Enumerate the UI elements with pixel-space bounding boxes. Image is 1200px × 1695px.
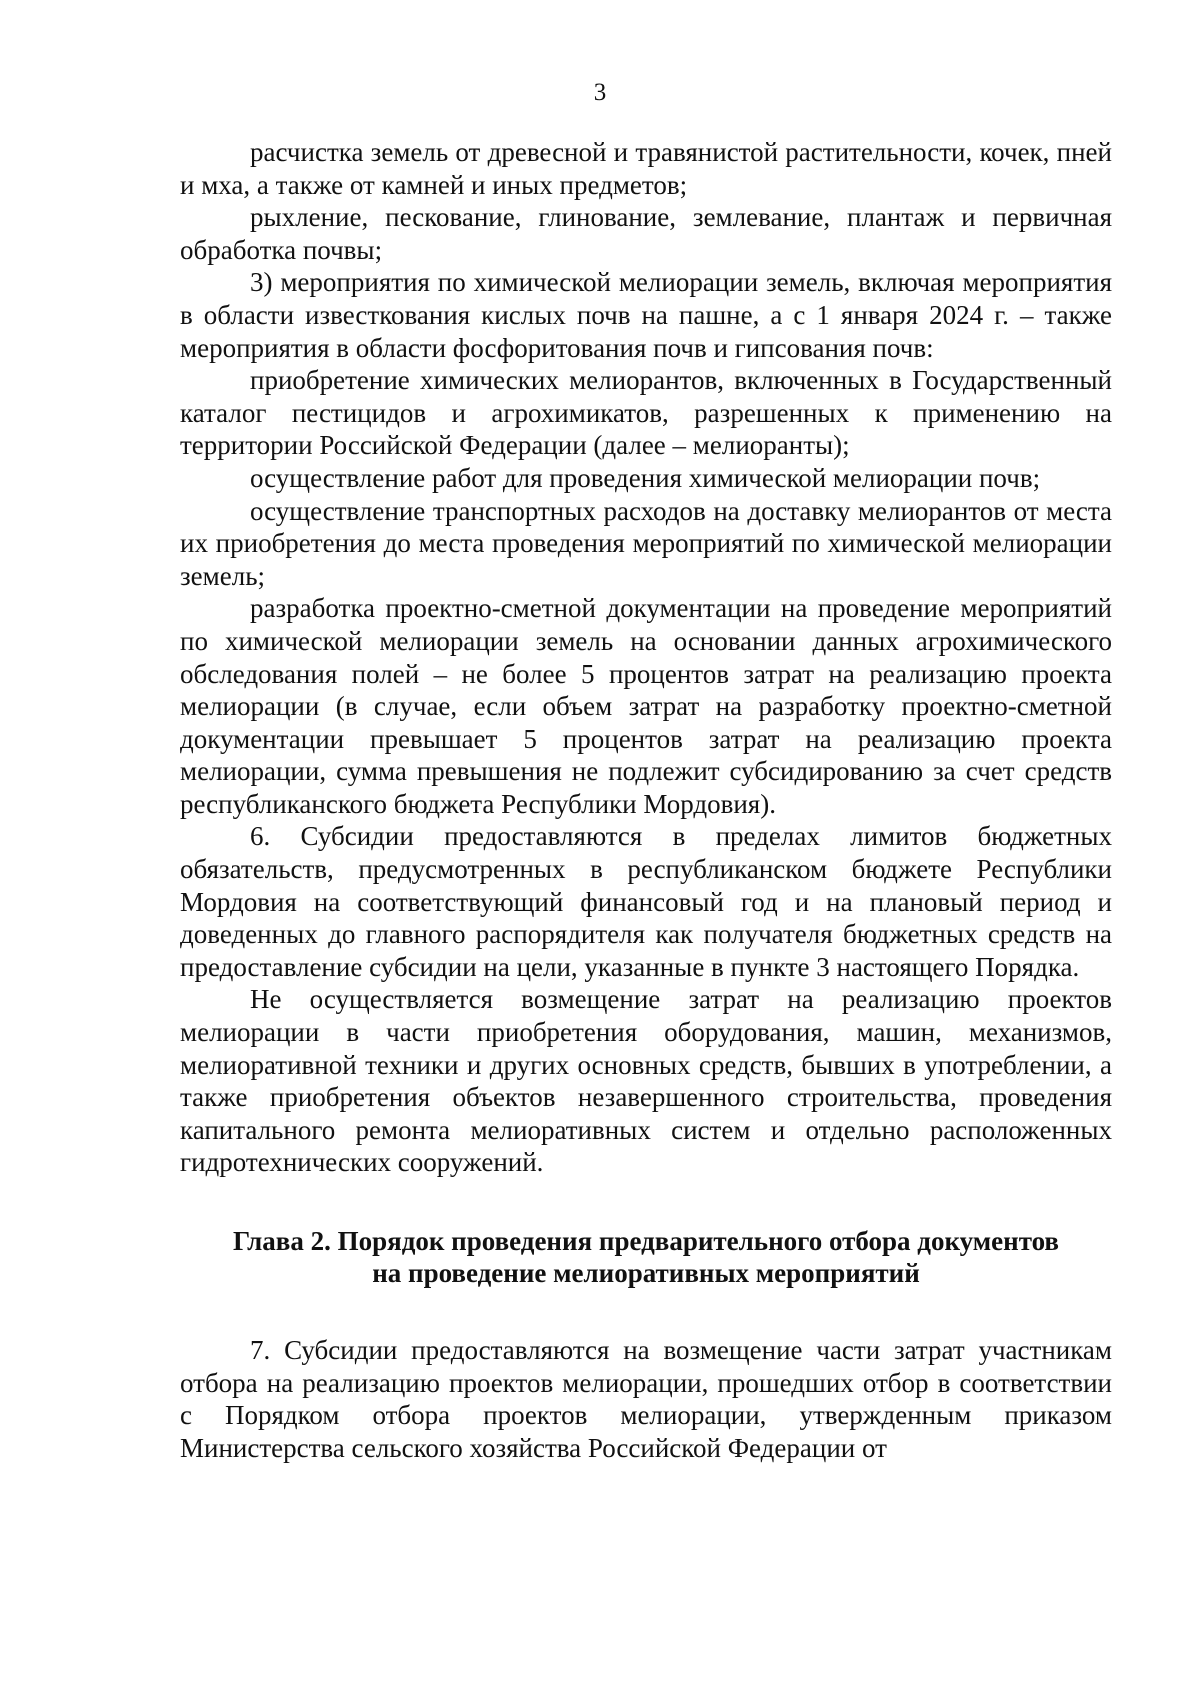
page-number: 3 xyxy=(593,79,607,106)
paragraph: приобретение химических мелиорантов, включенных в Государственный каталог пестицидов и агрохимикатов, разрешенных к применению на территории Российской Федерации (далее – мелиоранты); xyxy=(180,365,1112,461)
paragraph: осуществление транспортных расходов на доставку мелиорантов от места их приобретения до места проведения мероприятий по химической мелиорации земель; xyxy=(180,495,1112,591)
paragraph: 6. Субсидии предоставляются в пределах лимитов бюджетных обязательств, предусмотренных в республиканском бюджете Республики Мордовия на соответствующий финансовый год и на плановый период и доведенных до главного распорядителя как получателя бюджетных средств на предоставление субсидии на цели, указанные в пункте 3 настоящего Порядка. xyxy=(180,821,1112,982)
paragraph: 7. Субсидии предоставляются на возмещение части затрат участникам отбора на реализацию проектов мелиорации, прошедших отбор в соответствии с Порядком отбора проектов мелиорации, утвержденным приказом Министерства сельского хозяйства Российской Федерации от xyxy=(180,1335,1112,1463)
paragraph: рыхление, пескование, глинование, землевание, плантаж и первичная обработка почвы; xyxy=(180,202,1112,265)
paragraph: 3) мероприятия по химической мелиорации земель, включая мероприятия в области известкования кислых почв на пашне, а с 1 января 2024 г. – также мероприятия в области фосфоритования почв и гипсования почв: xyxy=(180,267,1112,363)
paragraph: разработка проектно-сметной документации на проведение мероприятий по химической мелиорации земель на основании данных агрохимического обследования полей – не более 5 процентов затрат на реализацию проекта мелиорации (в случае, если объем затрат на разработку проектно-сметной документации превышает 5 процентов затрат на реализацию проекта мелиорации, сумма превышения не подлежит субсидированию за счет средств республиканского бюджета Республики Мордовия). xyxy=(180,593,1112,819)
document-body xyxy=(180,136,1112,1464)
chapter-heading xyxy=(180,1225,1112,1289)
paragraph: расчистка земель от древесной и травянистой растительности, кочек, пней и мха, а также от камней и иных предметов; xyxy=(180,137,1112,200)
paragraph: Не осуществляется возмещение затрат на реализацию проектов мелиорации в части приобретения оборудования, машин, механизмов, мелиоративной техники и других основных средств, бывших в употреблении, а также приобретения объектов незавершенного строительства, проведения капитального ремонта мелиоративных систем и отдельно расположенных гидротехнических сооружений. xyxy=(180,984,1112,1178)
chapter-heading-line-1: Глава 2. Порядок проведения предварительного отбора документов xyxy=(232,1226,1060,1256)
chapter-heading-line-2: на проведение мелиоративных мероприятий xyxy=(372,1258,920,1288)
paragraph: осуществление работ для проведения химической мелиорации почв; xyxy=(250,462,1041,493)
